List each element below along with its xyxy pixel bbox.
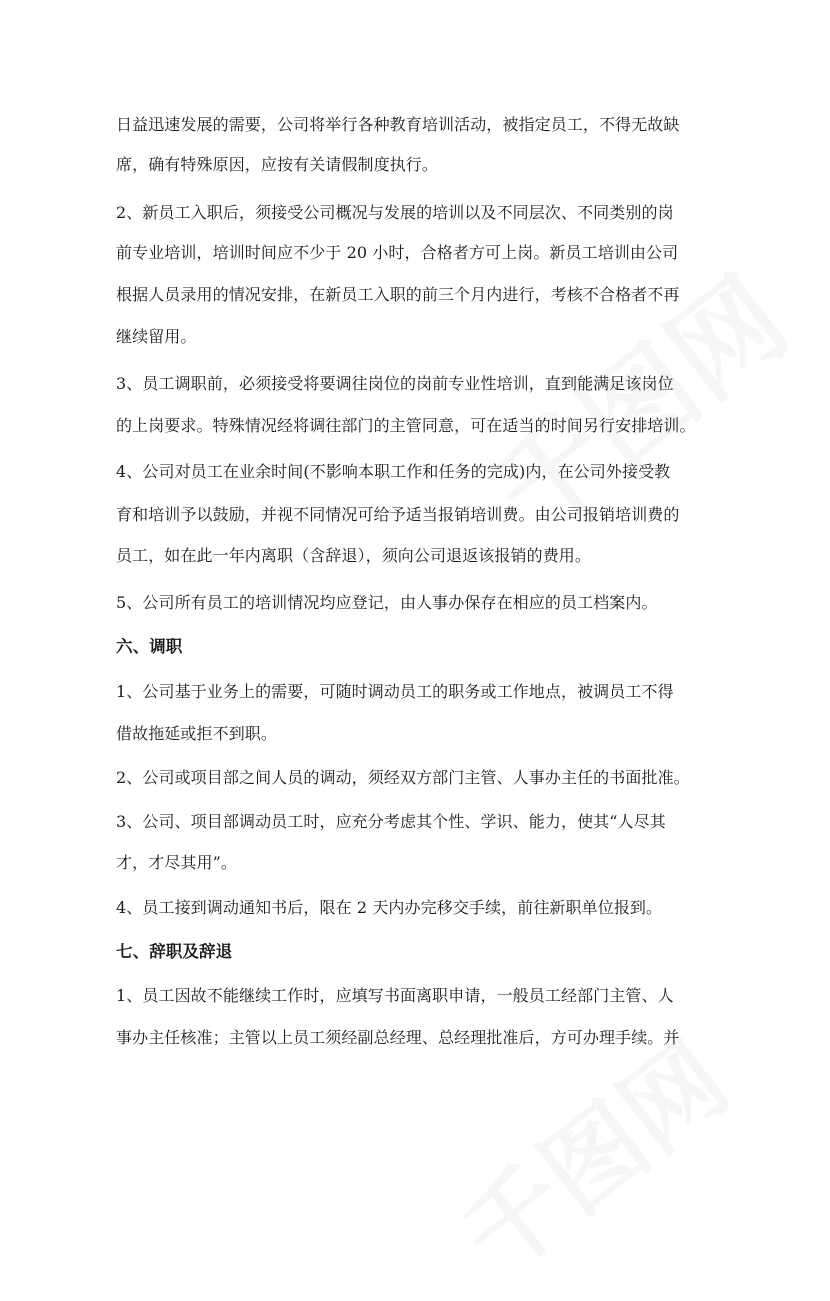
- paragraph-line: 1、公司基于业务上的需要，可随时调动员工的职务或工作地点，被调员工不得: [116, 682, 674, 701]
- paragraph-line: 员工，如在此一年内离职（含辞退），须向公司退返该报销的费用。: [116, 546, 592, 565]
- paragraph-line: 3、公司、项目部调动员工时，应充分考虑其个性、学识、能力，使其“人尽其: [116, 812, 666, 831]
- paragraph-line: 4、公司对员工在业余时间(不影响本职工作和任务的完成)内，在公司外接受教: [116, 462, 671, 481]
- paragraph-line: 根据人员录用的情况安排，在新员工入职的前三个月内进行，考核不合格者不再: [116, 285, 680, 304]
- paragraph-line: 的上岗要求。特殊情况经将调往部门的主管同意，可在适当的时间另行安排培训。: [116, 416, 696, 435]
- paragraph-line: 前专业培训，培训时间应不少于 20 小时，合格者方可上岗。新员工培训由公司: [116, 243, 679, 262]
- paragraph-line: 1、员工因故不能继续工作时，应填写书面离职申请，一般员工经部门主管、人: [116, 986, 674, 1005]
- paragraph-line: 事办主任核准；主管以上员工须经副总经理、总经理批准后，方可办理手续。并: [116, 1028, 680, 1047]
- paragraph-line: 才，才尽其用”。: [116, 853, 237, 872]
- paragraph-line: 席，确有特殊原因，应按有关请假制度执行。: [116, 155, 439, 174]
- section-heading: 六、调职: [116, 637, 183, 656]
- section-heading: 七、辞职及辞退: [116, 942, 233, 961]
- paragraph-line: 育和培训予以鼓励，并视不同情况可给予适当报销培训费。由公司报销培训费的: [116, 505, 680, 524]
- paragraph-line: 2、公司或项目部之间人员的调动，须经双方部门主管、人事办主任的书面批准。: [116, 768, 690, 787]
- paragraph-line: 借故拖延或拒不到职。: [116, 724, 278, 743]
- paragraph-line: 日益迅速发展的需要，公司将举行各种教育培训活动，被指定员工，不得无故缺: [116, 115, 680, 134]
- paragraph-line: 5、公司所有员工的培训情况均应登记，由人事办保存在相应的员工档案内。: [116, 593, 658, 612]
- paragraph-line: 4、员工接到调动通知书后，限在 2 天内办完移交手续，前往新职单位报到。: [116, 898, 663, 917]
- paragraph-line: 继续留用。: [116, 327, 197, 346]
- paragraph-line: 3、员工调职前，必须接受将要调往岗位的岗前专业性培训，直到能满足该岗位: [116, 374, 674, 393]
- paragraph-line: 2、新员工入职后，须接受公司概况与发展的培训以及不同层次、不同类别的岗: [116, 203, 674, 222]
